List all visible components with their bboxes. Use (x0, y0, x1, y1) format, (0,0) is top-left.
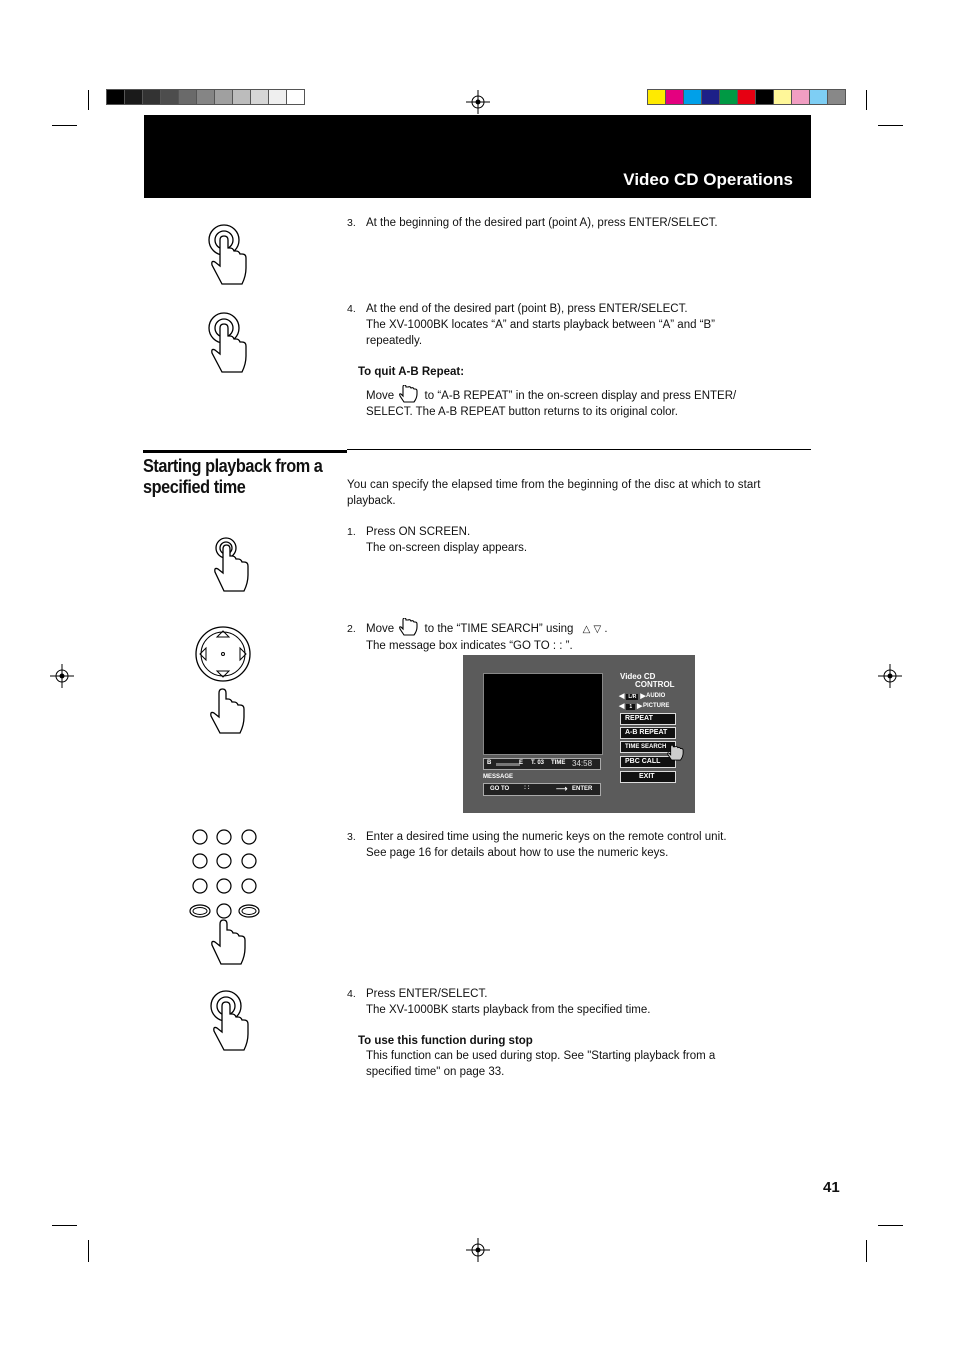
step-number: 3. (347, 217, 356, 229)
step-text: The on-screen display appears. (366, 542, 528, 554)
osd-track-number: T. 03 (531, 760, 545, 766)
pointing-hand-icon (399, 385, 419, 403)
page-number: 41 (823, 1179, 840, 1196)
step-text: Enter a desired time using the numeric keys on the remote control unit. (366, 831, 727, 843)
time-step-1 (347, 524, 807, 556)
osd-menu-subtitle: CONTROL (635, 680, 675, 689)
crop-mark (52, 125, 77, 126)
osd-video-window (483, 673, 603, 755)
header-bar (144, 115, 811, 198)
crop-mark (878, 1225, 903, 1226)
registration-mark-icon (50, 664, 74, 688)
step-text: This function can be used during stop. See "Starting playback from a (366, 1050, 716, 1062)
step-number: 1. (347, 526, 356, 538)
step-text: repeatedly. (366, 335, 423, 347)
enter-select-button-icon (202, 988, 254, 1056)
osd-repeat-button: REPEAT (620, 713, 676, 725)
step-text: SELECT. The A-B REPEAT button returns to its original color. (366, 406, 678, 418)
osd-pointing-hand-icon (667, 745, 685, 761)
crop-mark (88, 1240, 89, 1262)
step-text: to the “TIME SEARCH” using (424, 623, 574, 635)
step-number: 4. (347, 303, 356, 315)
color-swatch (665, 89, 684, 105)
quit-ab-repeat-text (366, 385, 816, 420)
ab-step-4 (347, 301, 817, 349)
color-swatch (160, 89, 179, 105)
time-step-3 (347, 829, 807, 861)
osd-lr-label: ◀ L/R ▶ (619, 693, 646, 700)
osd-message-label: MESSAGE (483, 774, 514, 780)
color-swatch (737, 89, 756, 105)
quit-ab-repeat-heading: To quit A-B Repeat: (358, 366, 465, 378)
intro-text: playback. (347, 495, 396, 507)
crop-mark (866, 1240, 867, 1262)
color-swatch (214, 89, 233, 105)
osd-ab-repeat-button: A-B REPEAT (620, 727, 676, 739)
section-title-line: specified time (143, 476, 246, 497)
crop-mark (866, 90, 867, 110)
step-text: The XV-1000BK starts playback from the specified time. (366, 1004, 651, 1016)
osd-bar-track (496, 763, 520, 766)
on-screen-display-image (463, 655, 695, 813)
registration-mark-icon (878, 664, 902, 688)
on-screen-button-icon (204, 535, 256, 597)
registration-mark-icon (466, 1238, 490, 1262)
section-title-line: Starting playback from a (143, 455, 323, 476)
osd-exit-button: EXIT (620, 771, 676, 783)
color-swatch (683, 89, 702, 105)
stop-function-text (366, 1048, 806, 1080)
color-swatch (773, 89, 792, 105)
osd-message-box (483, 783, 601, 796)
section-title-rule (143, 450, 347, 453)
color-swatch (791, 89, 810, 105)
color-swatch (196, 89, 215, 105)
ab-step-3 (347, 215, 817, 231)
section-title (143, 455, 322, 497)
registration-mark-icon (466, 90, 490, 114)
cursor-pad-icon (195, 625, 253, 737)
osd-bar-e-label: E (519, 760, 524, 766)
step-number: 4. (347, 988, 356, 1000)
time-step-4 (347, 986, 807, 1018)
step-number: 3. (347, 831, 356, 843)
osd-progress-bar (483, 758, 601, 770)
color-swatch (178, 89, 197, 105)
osd-picture-label: PICTURE (643, 703, 670, 709)
color-swatch (719, 89, 738, 105)
color-swatch (286, 89, 305, 105)
stop-function-heading: To use this function during stop (358, 1035, 533, 1047)
time-step-2 (347, 618, 807, 654)
osd-enter-arrow-icon: ⟶ (556, 784, 568, 793)
crop-mark (52, 1225, 77, 1226)
color-swatch (647, 89, 666, 105)
osd-enter-label: ENTER (572, 786, 593, 792)
color-swatch (809, 89, 828, 105)
move-label: Move (366, 390, 395, 402)
page-header-title: Video CD Operations (623, 170, 793, 189)
enter-select-button-icon (200, 310, 252, 378)
color-swatch (124, 89, 143, 105)
osd-goto-label: GO TO (490, 786, 510, 792)
crop-mark (88, 90, 89, 110)
enter-select-button-icon (200, 222, 252, 290)
step-text: At the end of the desired part (point B), press ENTER/SELECT. (366, 303, 688, 315)
color-swatch (232, 89, 251, 105)
section-intro (347, 477, 813, 509)
step-number: 2. (347, 623, 356, 635)
step-text: The XV-1000BK locates “A” and starts playback between “A” and “B” (366, 319, 716, 331)
color-swatch (106, 89, 125, 105)
osd-goto-colons: : : (524, 785, 530, 791)
color-swatch (268, 89, 287, 105)
step-text: See page 16 for details about how to use the numeric keys. (366, 847, 669, 859)
up-down-arrow-icons: △ ▽ . (582, 624, 608, 635)
color-swatch (250, 89, 269, 105)
color-swatch (755, 89, 774, 105)
crop-mark (878, 125, 903, 126)
osd-time-label: TIME (551, 760, 566, 766)
color-swatch (827, 89, 846, 105)
osd-time-value: 34:58 (572, 759, 593, 768)
step-text: The message box indicates “GO TO : : ”. (366, 640, 573, 652)
color-swatch (142, 89, 161, 105)
osd-audio-label: AUDIO (646, 693, 666, 699)
step-text: specified time" on page 33. (366, 1066, 505, 1078)
numeric-keypad-icon (186, 826, 262, 970)
osd-time-search-button: TIME SEARCH (620, 741, 676, 753)
osd-bar-b-label: B (487, 760, 492, 766)
intro-text: You can specify the elapsed time from the beginning of the disc at which to start (347, 479, 761, 491)
move-label: Move (366, 623, 395, 635)
osd-pbc-call-button: PBC CALL (620, 756, 676, 768)
pointing-hand-icon (399, 618, 419, 636)
step-text: to “A-B REPEAT” in the on-screen display and press ENTER/ (424, 390, 737, 402)
step-text: Press ENTER/SELECT. (366, 988, 488, 1000)
osd-menu-title: Video CD (620, 672, 656, 681)
osd-picture-number: ◀ 1 ▶ (619, 703, 643, 710)
step-text: At the beginning of the desired part (point A), press ENTER/SELECT. (366, 217, 718, 229)
section-divider (347, 449, 811, 450)
color-swatch (701, 89, 720, 105)
step-text: Press ON SCREEN. (366, 526, 471, 538)
